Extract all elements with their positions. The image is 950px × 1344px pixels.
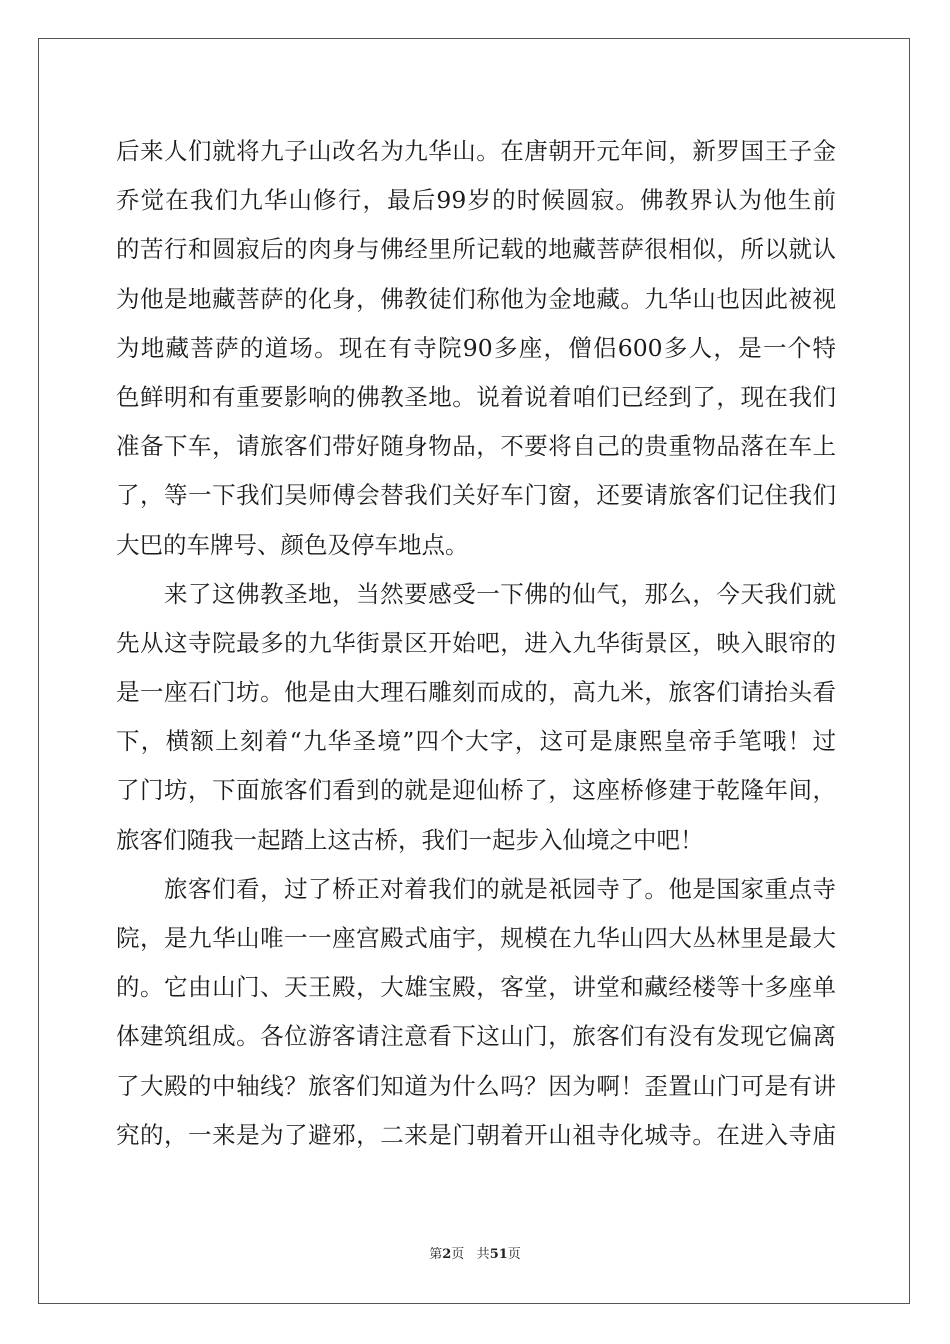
text-line: 的苦行和圆寂后的肉身与佛经里所记载的地藏菩萨很相似，所以就认 [116,235,836,264]
text-line: 大巴的车牌号、颜色及停车地点。 [116,530,469,559]
page-suffix: 页 [451,1247,465,1262]
page-prefix: 第 [429,1247,443,1262]
total-suffix: 页 [507,1247,521,1262]
text-line: 旅客们随我一起踏上这古桥，我们一起步入仙境之中吧！ [116,825,704,854]
text-line: 的。它由山门、天王殿，大雄宝殿，客堂，讲堂和藏经楼等十多座单 [116,973,836,1002]
total-prefix: 共 [476,1247,490,1262]
total-pages: 51 [489,1247,508,1262]
text-line: 下，横额上刻着“九华圣境”四个大字，这可是康熙皇帝手笔哦！过 [116,727,836,756]
text-line: 了，等一下我们吴师傅会替我们关好车门窗，还要请旅客们记住我们 [116,481,836,510]
text-line: 是一座石门坊。他是由大理石雕刻而成的，高九米，旅客们请抬头看 [116,678,836,707]
text-line: 院，是九华山唯一一座宫殿式庙宇，规模在九华山四大丛林里是最大 [116,924,836,952]
text-line: 为地藏菩萨的道场。现在有寺院90多座，僧侣600多人，是一个特 [116,333,836,362]
text-line: 为他是地藏菩萨的化身，佛教徒们称他为金地藏。九华山也因此被视 [116,284,836,313]
text-line: 先从这寺院最多的九华街景区开始吧，进入九华街景区，映入眼帘的 [116,628,836,657]
text-line: 旅客们看，过了桥正对着我们的就是祇园寺了。他是国家重点寺 [164,874,836,903]
text-line: 来了这佛教圣地，当然要感受一下佛的仙气，那么，今天我们就 [164,579,836,608]
text-line: 色鲜明和有重要影响的佛教圣地。说着说着咱们已经到了，现在我们 [116,382,836,411]
text-line: 体建筑组成。各位游客请注意看下这山门，旅客们有没有发现它偏离 [116,1022,836,1051]
text-line: 究的，一来是为了避邪，二来是门朝着开山祖寺化城寺。在进入寺庙 [116,1120,836,1149]
text-line: 乔觉在我们九华山修行，最后99岁的时候圆寂。佛教界认为他生前 [116,186,836,215]
text-line: 了大殿的中轴线？旅客们知道为什么吗？因为啊！歪置山门可是有讲 [116,1071,836,1100]
document-body [116,127,836,1160]
text-line: 后来人们就将九子山改名为九华山。在唐朝开元年间，新罗国王子金 [116,137,836,165]
text-line: 了门坊，下面旅客们看到的就是迎仙桥了，这座桥修建于乾隆年间， [116,776,836,805]
text-line: 准备下车，请旅客们带好随身物品，不要将自己的贵重物品落在车上 [116,432,836,461]
page-number: 2 [442,1247,452,1262]
page-footer [0,1243,950,1262]
